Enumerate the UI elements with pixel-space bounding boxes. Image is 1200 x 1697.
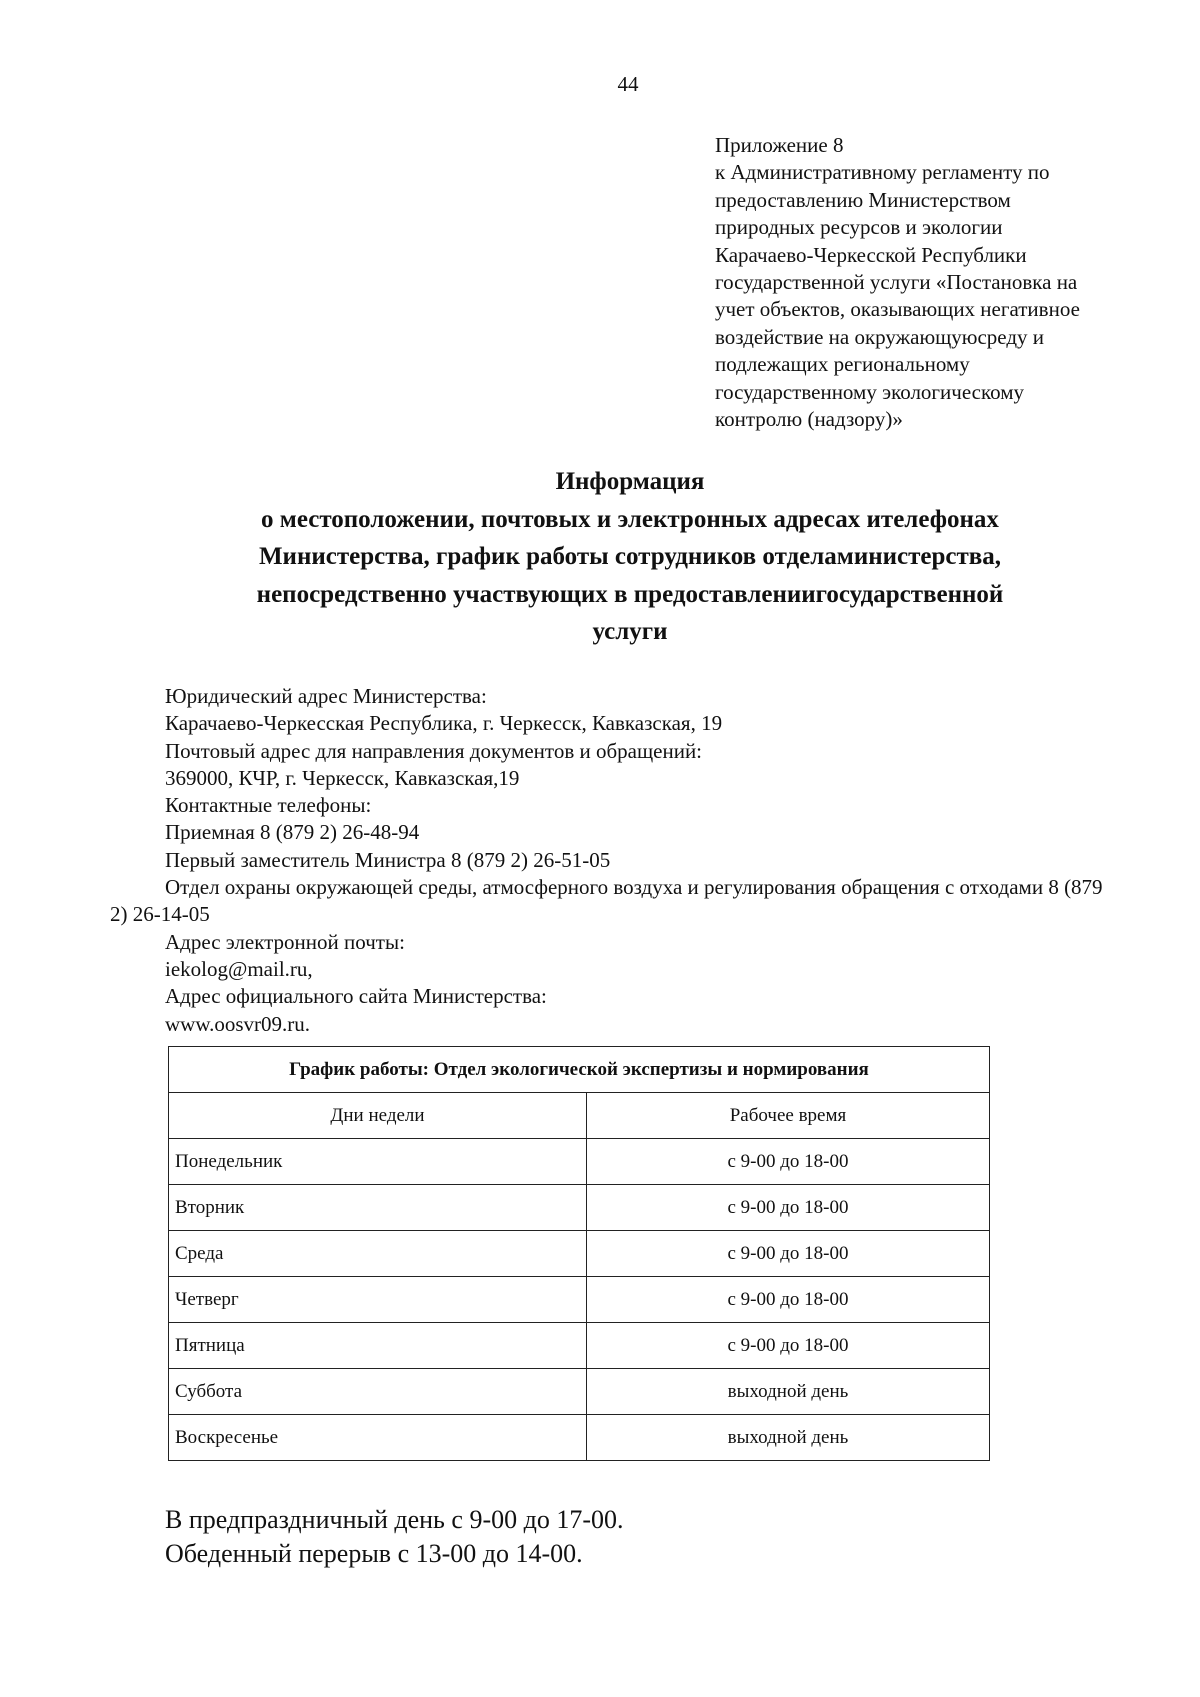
title-line: Информация	[555, 468, 705, 495]
hours-cell: с 9-00 до 18-00	[587, 1139, 990, 1185]
day-cell: Суббота	[169, 1369, 587, 1415]
legal-address: Карачаево-Черкесская Республика, г. Черкесск, Кавказская, 19	[165, 711, 723, 736]
appendix-line: государственному экологическому	[715, 379, 1025, 404]
appendix-line: учет объектов, оказывающих негативное	[715, 297, 1080, 322]
table-row	[169, 1231, 990, 1277]
appendix-line: Карачаево-Черкесской Республики	[715, 242, 1027, 267]
hours-cell: выходной день	[587, 1369, 990, 1415]
table-caption: График работы: Отдел экологической экспертизы и нормирования	[169, 1047, 990, 1093]
table-row	[169, 1415, 990, 1461]
hours-cell: с 9-00 до 18-00	[587, 1231, 990, 1277]
pre-holiday-note: В предпраздничный день с 9-00 до 17-00.	[165, 1505, 624, 1534]
title-line: непосредственно участвующих в предоставлениигосударственной	[256, 580, 1004, 608]
hours-cell: с 9-00 до 18-00	[587, 1323, 990, 1369]
day-cell: Вторник	[169, 1185, 587, 1231]
appendix-line: Приложение 8	[715, 133, 844, 157]
phones-label: Контактные телефоны:	[165, 793, 372, 818]
page-number: 44	[617, 72, 639, 96]
hours-cell: с 9-00 до 18-00	[587, 1185, 990, 1231]
day-cell: Среда	[169, 1231, 587, 1277]
email-address: iekolog@mail.ru,	[165, 956, 313, 981]
phone-reception: Приемная 8 (879 2) 26-48-94	[165, 820, 420, 845]
footer-notes	[165, 1503, 624, 1571]
website-address: www.oosvr09.ru.	[165, 1011, 311, 1036]
lunch-break-note: Обеденный перерыв с 13-00 до 14-00.	[165, 1539, 583, 1568]
website-label: Адрес официального сайта Министерства:	[165, 984, 547, 1009]
table-row	[169, 1277, 990, 1323]
appendix-line: природных ресурсов и экологии	[715, 215, 1003, 240]
table-row	[169, 1369, 990, 1415]
phone-first-deputy: Первый заместитель Министра 8 (879 2) 26-51-05	[165, 847, 611, 872]
hours-cell: выходной день	[587, 1415, 990, 1461]
title-line: о местоположении, почтовых и электронных адресах ителефонах	[261, 505, 999, 533]
table-row	[169, 1323, 990, 1369]
title-line: Министерства, график работы сотрудников отделаминистерства,	[258, 543, 1002, 570]
appendix-line: подлежащих региональному	[715, 352, 970, 377]
postal-address-label: Почтовый адрес для направления документов и обращений:	[165, 738, 703, 763]
contacts-section	[110, 683, 1110, 1038]
appendix-header	[715, 132, 1155, 433]
email-label: Адрес электронной почты:	[165, 929, 405, 954]
table-caption-row	[169, 1047, 990, 1093]
table-row	[169, 1139, 990, 1185]
table-row	[169, 1185, 990, 1231]
day-cell: Понедельник	[169, 1139, 587, 1185]
appendix-line: государственной услуги «Постановка на	[715, 270, 1078, 295]
day-cell: Четверг	[169, 1277, 587, 1323]
appendix-line: к Административному регламенту по	[715, 160, 1050, 185]
appendix-line: воздействие на окружающуюсреду и	[715, 324, 1045, 349]
day-cell: Пятница	[169, 1323, 587, 1369]
appendix-line: предоставлению Министерством	[715, 187, 1011, 212]
work-schedule-table	[168, 1046, 990, 1461]
phone-department: Отдел охраны окружающей среды, атмосферного воздуха и регулирования обращения с отходами 8 (879 2) 26-14-05	[110, 875, 1103, 927]
appendix-line: контролю (надзору)»	[715, 407, 903, 432]
table-header-row	[169, 1093, 990, 1139]
column-header-hours: Рабочее время	[587, 1093, 990, 1139]
column-header-days: Дни недели	[169, 1093, 587, 1139]
day-cell: Воскресенье	[169, 1415, 587, 1461]
document-title	[150, 463, 1110, 651]
hours-cell: с 9-00 до 18-00	[587, 1277, 990, 1323]
title-line: услуги	[592, 618, 668, 645]
postal-address: 369000, КЧР, г. Черкесск, Кавказская,19	[165, 765, 520, 790]
legal-address-label: Юридический адрес Министерства:	[165, 684, 487, 708]
